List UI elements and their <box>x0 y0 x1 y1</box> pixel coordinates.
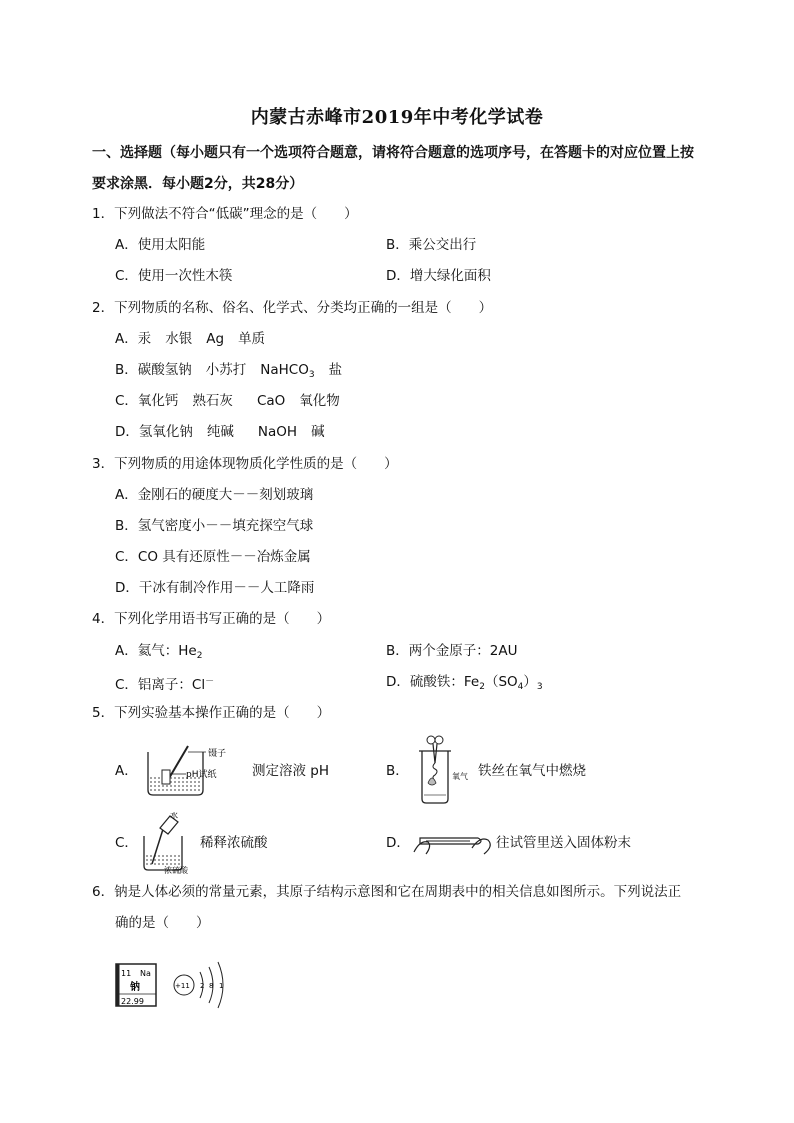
glass-rod-icon <box>152 826 164 864</box>
question-1-option-c[interactable]: C．使用一次性木筷 <box>115 268 233 284</box>
sulfuric-acid-label: 浓硫酸 <box>164 866 188 874</box>
question-4-option-c[interactable] <box>115 672 214 695</box>
ph-paper-label: pH试纸 <box>186 770 217 780</box>
question-4-option-a[interactable] <box>115 641 202 666</box>
option-text: ） <box>523 674 537 690</box>
subscript: 4 <box>517 682 524 692</box>
shell-electrons-3: 1 <box>219 982 224 990</box>
question-5-option-a-caption: 测定溶液 pH <box>252 763 330 779</box>
question-5-stem: 5．下列实验基本操作正确的是（ ） <box>92 705 331 721</box>
flame-icon <box>428 778 436 785</box>
option-text: 碱 <box>311 424 325 440</box>
question-5-option-d-caption: 往试管里送入固体粉末 <box>496 835 631 851</box>
iron-burning-figure <box>408 733 478 808</box>
shell-electrons-1: 2 <box>200 982 205 990</box>
question-5-option-a-letter[interactable]: A． <box>115 763 138 779</box>
nuclear-charge: +11 <box>175 982 190 990</box>
question-3-option-c[interactable]: C．CO 具有还原性－－冶炼金属 <box>115 549 311 565</box>
question-3-stem: 3．下列物质的用途体现物质化学性质的是（ ） <box>92 456 398 472</box>
question-2-option-d[interactable] <box>115 422 325 442</box>
question-4-option-b[interactable]: B．两个金原子：2AU <box>386 643 518 659</box>
page-title: 内蒙古赤峰市2019年中考化学试卷 <box>250 107 544 128</box>
section-heading-line1: 一、选择题（每小题只有一个选项符合题意，请将符合题意的选项序号，在答题卡的对应位置上按 <box>92 145 694 161</box>
question-1-stem: 1．下列做法不符合“低碳”理念的是（ ） <box>92 206 358 222</box>
section-heading-line2: 要求涂黑．每小题2分，共28分） <box>92 176 304 192</box>
option-text: （SO <box>484 674 518 690</box>
subscript: 2 <box>479 682 485 692</box>
sodium-figure <box>112 950 232 1010</box>
water-label: 水 <box>170 812 178 820</box>
question-3-option-a[interactable]: A．金刚石的硬度大－－刻划玻璃 <box>115 487 314 503</box>
option-text: NaOH <box>257 424 298 440</box>
superscript: － <box>205 677 215 687</box>
oxygen-label: 氧气 <box>452 772 468 781</box>
question-5-option-c-caption: 稀释浓硫酸 <box>200 835 268 851</box>
ph-paper-icon <box>162 770 170 784</box>
question-1-option-a[interactable]: A．使用太阳能 <box>115 237 206 253</box>
tweezers-label: 镊子 <box>208 749 227 759</box>
option-text: 水银 <box>165 331 193 347</box>
atomic-mass: 22.99 <box>121 997 144 1006</box>
powder-feeding-figure <box>412 822 496 862</box>
subscript: 3 <box>308 370 315 380</box>
option-text: CaO <box>256 393 286 409</box>
question-4-option-d[interactable] <box>386 672 543 697</box>
tweezers-icon <box>168 746 188 780</box>
option-text: Ag <box>206 331 225 347</box>
option-text: 熟石灰 <box>192 393 233 409</box>
question-2-option-b[interactable] <box>115 360 342 385</box>
element-name: 钠 <box>130 982 140 993</box>
dilute-acid-figure <box>138 812 198 874</box>
question-5-option-c-letter[interactable]: C． <box>115 835 138 851</box>
question-5-option-d-letter[interactable]: D． <box>386 835 410 851</box>
question-3-option-d[interactable]: D．干冰有制冷作用－－人工降雨 <box>115 580 315 596</box>
option-text: D．硫酸铁：Fe <box>386 674 480 690</box>
question-6-stem-line2: 确的是（ ） <box>115 915 210 931</box>
ph-test-figure <box>140 740 255 800</box>
option-text: 小苏打 <box>205 362 247 378</box>
question-2-option-c[interactable] <box>115 391 340 411</box>
option-text: NaHCO <box>260 362 309 378</box>
question-1-option-d[interactable]: D．增大绿化面积 <box>386 268 491 284</box>
option-text: B．碳酸氢钠 <box>115 362 192 378</box>
option-text: A．氦气：He <box>115 643 197 659</box>
option-text: A．汞 <box>115 331 152 347</box>
question-6-stem-line1: 6．钠是人体必须的常量元素，其原子结构示意图和它在周期表中的相关信息如图所示。下列说法正 <box>92 884 682 900</box>
option-text: D．氢氧化钠 <box>115 424 193 440</box>
question-5-option-b-caption: 铁丝在氧气中燃烧 <box>478 763 586 779</box>
question-1-option-b[interactable]: B．乘公交出行 <box>386 237 477 253</box>
option-text: 纯碱 <box>206 424 234 440</box>
question-5-option-b-letter[interactable]: B． <box>386 763 409 779</box>
question-4-stem: 4．下列化学用语书写正确的是（ ） <box>92 611 331 627</box>
question-2-option-a[interactable] <box>115 329 265 349</box>
option-text: 单质 <box>238 331 266 347</box>
subscript: 3 <box>536 682 543 692</box>
subscript: 2 <box>196 651 203 661</box>
element-symbol: Na <box>140 969 151 978</box>
shell-electrons-2: 8 <box>209 982 214 990</box>
section-heading <box>92 138 712 200</box>
question-3-option-b[interactable]: B．氢气密度小－－填充探空气球 <box>115 518 314 534</box>
option-text: C．铝离子：Cl <box>115 677 206 693</box>
option-text: 氧化物 <box>299 393 340 409</box>
beaker-icon <box>144 836 182 870</box>
question-2-stem: 2．下列物质的名称、俗名、化学式、分类均正确的一组是（ ） <box>92 300 493 316</box>
option-text: C．氧化钙 <box>115 393 179 409</box>
atomic-number: 11 <box>121 969 132 978</box>
option-text: 盐 <box>328 362 343 378</box>
